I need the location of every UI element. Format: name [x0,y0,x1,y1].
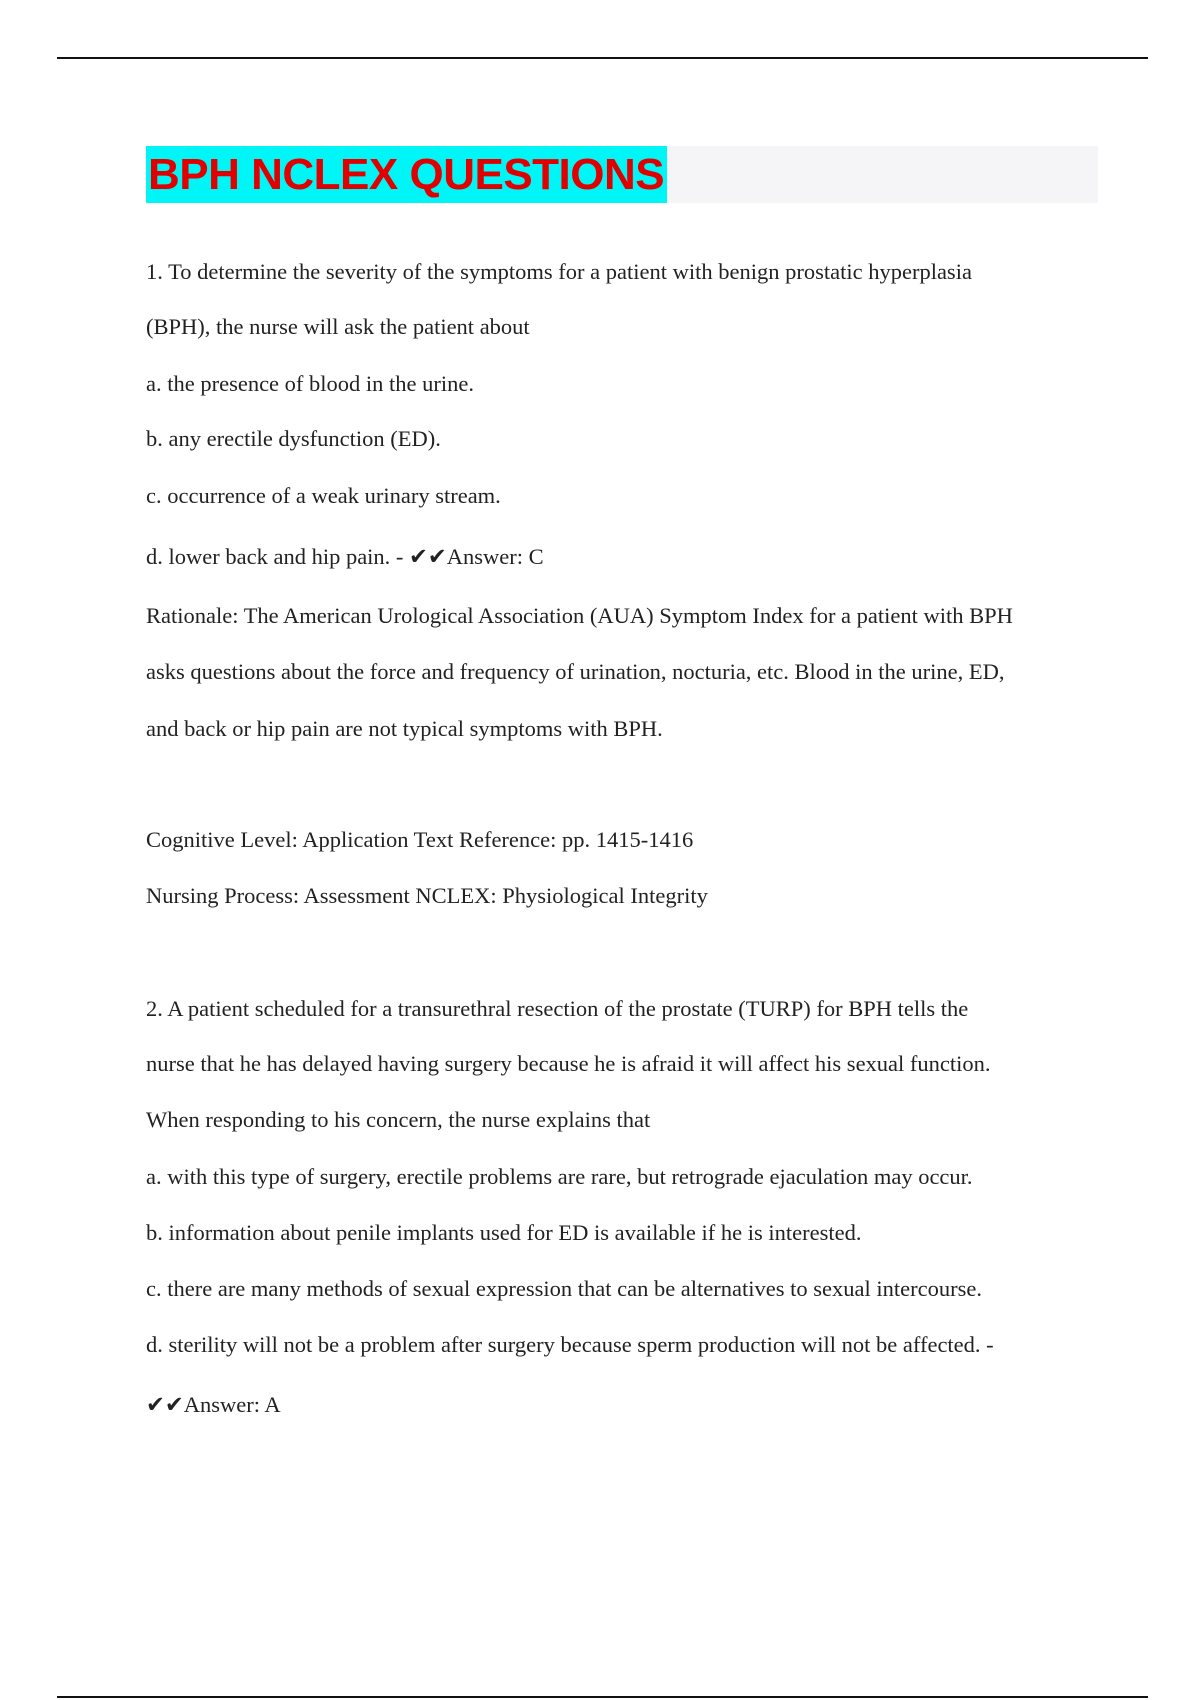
question-1-option-b: b. any erectile dysfunction (ED). [146,426,441,451]
question-1-stem: 1. To determine the severity of the symptoms for a patient with benign prostatic hyperplasia [146,259,972,284]
question-2-option-b: b. information about penile implants used for ED is available if he is interested. [146,1220,862,1245]
question-2-option-a: a. with this type of surgery, erectile problems are rare, but retrograde ejaculation may occur. [146,1164,973,1189]
question-1-rationale: Rationale: The American Urological Association (AUA) Symptom Index for a patient with BPH [146,603,1013,628]
question-1-rationale: and back or hip pain are not typical symptoms with BPH. [146,716,663,741]
question-1-meta: Nursing Process: Assessment NCLEX: Physiological Integrity [146,883,708,908]
bottom-rule [57,1696,1148,1698]
question-2-stem: nurse that he has delayed having surgery because he is afraid it will affect his sexual function. [146,1051,991,1076]
question-1-rationale: asks questions about the force and frequency of urination, nocturia, etc. Blood in the urine, ED, [146,659,1005,684]
question-1-stem: (BPH), the nurse will ask the patient about [146,314,530,339]
question-1-option-c: c. occurrence of a weak urinary stream. [146,483,501,508]
question-2-stem: 2. A patient scheduled for a transurethral resection of the prostate (TURP) for BPH tells the [146,996,969,1021]
page-title: BPH NCLEX QUESTIONS [146,146,667,203]
question-2-option-c: c. there are many methods of sexual expression that can be alternatives to sexual intercourse. [146,1276,982,1301]
question-2-stem: When responding to his concern, the nurse explains that [146,1107,651,1132]
question-1-option-d-answer: d. lower back and hip pain. - ✔✔Answer: C [146,544,544,569]
top-rule [57,57,1148,59]
question-1-option-a: a. the presence of blood in the urine. [146,371,475,396]
question-1-meta: Cognitive Level: Application Text Reference: pp. 1415-1416 [146,827,694,852]
question-2-option-d: d. sterility will not be a problem after surgery because sperm production will not be affected. - [146,1332,994,1357]
question-2-answer: ✔✔Answer: A [146,1392,281,1417]
